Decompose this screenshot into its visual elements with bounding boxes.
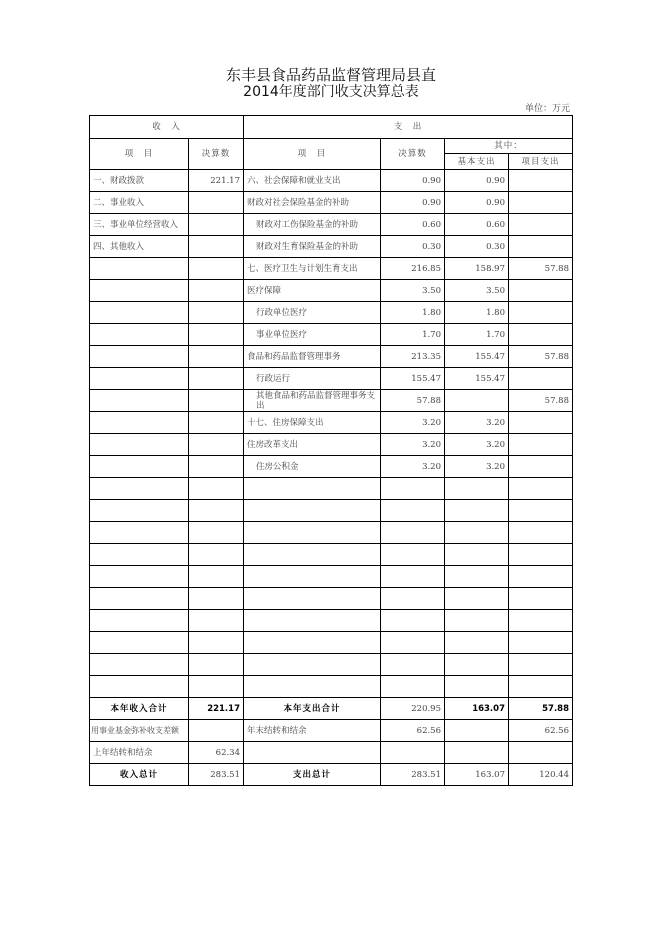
basic-expense-cell: 0.30: [445, 236, 509, 258]
basic-expense-cell: [445, 390, 509, 412]
expense-total-basic-value: 163.07: [445, 764, 509, 786]
income-header: 收 入: [90, 116, 244, 139]
table-row: [90, 390, 573, 412]
table-row: [90, 500, 573, 522]
expense-item-cell: [244, 588, 381, 610]
income-item-cell: [90, 302, 189, 324]
expense-total-label: 支出总计: [244, 764, 381, 786]
expense-header: 支 出: [244, 116, 573, 139]
expense-item-cell: 财政对生育保险基金的补助: [244, 236, 381, 258]
expense-total-project-value: 120.44: [509, 764, 573, 786]
expense-item-cell: 事业单位医疗: [244, 324, 381, 346]
income-item-cell: [90, 346, 189, 368]
income-amount-cell: [189, 214, 244, 236]
project-expense-cell: [509, 170, 573, 192]
year-expense-value: 220.95: [381, 698, 445, 720]
basic-expense-cell: [445, 588, 509, 610]
table-row: [90, 324, 573, 346]
table-row: [90, 566, 573, 588]
project-expense-cell: [509, 478, 573, 500]
income-amount-cell: [189, 676, 244, 698]
income-amount-cell: [189, 192, 244, 214]
table-row-year-total: [90, 698, 573, 720]
basic-expense-cell: 158.97: [445, 258, 509, 280]
expense-amount-cell: [381, 676, 445, 698]
income-item-cell: [90, 368, 189, 390]
expense-item-cell: [244, 522, 381, 544]
prev-carry-label: 上年结转和结余: [90, 742, 189, 764]
table-row: [90, 456, 573, 478]
expense-total-value: 283.51: [381, 764, 445, 786]
table-row: [90, 412, 573, 434]
income-amount-cell: 221.17: [189, 170, 244, 192]
prev-carry-value: 62.34: [189, 742, 244, 764]
expense-item-cell: 医疗保障: [244, 280, 381, 302]
project-expense-cell: [509, 368, 573, 390]
table-row: [90, 610, 573, 632]
basic-expense-cell: [445, 566, 509, 588]
income-item-cell: [90, 324, 189, 346]
expense-amount-cell: 213.35: [381, 346, 445, 368]
year-expense-label: 本年支出合计: [244, 698, 381, 720]
table-row-prev-carry: [90, 742, 573, 764]
expense-amount-cell: [381, 654, 445, 676]
expense-item-cell: 行政运行: [244, 368, 381, 390]
income-item-cell: [90, 544, 189, 566]
table-row-reserve: [90, 720, 573, 742]
income-amount-cell: [189, 544, 244, 566]
project-expense-cell: [509, 610, 573, 632]
income-item-cell: [90, 676, 189, 698]
expense-amount-cell: 0.30: [381, 236, 445, 258]
project-expense-cell: [509, 192, 573, 214]
expense-amount-cell: [381, 478, 445, 500]
expense-amount-cell: [381, 566, 445, 588]
table-row: [90, 236, 573, 258]
project-expense-cell: 57.88: [509, 346, 573, 368]
income-item-cell: [90, 500, 189, 522]
project-expense-cell: 57.88: [509, 390, 573, 412]
table-row: [90, 588, 573, 610]
table-row: [90, 544, 573, 566]
basic-expense-header: 基本支出: [445, 154, 509, 170]
project-expense-cell: [509, 566, 573, 588]
income-item-cell: [90, 478, 189, 500]
year-income-value: 221.17: [189, 698, 244, 720]
basic-expense-cell: 155.47: [445, 368, 509, 390]
income-amount-cell: [189, 434, 244, 456]
basic-expense-cell: [445, 500, 509, 522]
expense-amount-cell: 0.90: [381, 170, 445, 192]
expense-item-cell: [244, 632, 381, 654]
income-item-cell: 四、其他收入: [90, 236, 189, 258]
income-item-cell: [90, 610, 189, 632]
table-row: [90, 676, 573, 698]
income-amount-cell: [189, 478, 244, 500]
table-row: [90, 368, 573, 390]
income-amount-cell: [189, 280, 244, 302]
project-expense-cell: [509, 324, 573, 346]
expense-amount-cell: [381, 500, 445, 522]
income-item-cell: [90, 258, 189, 280]
basic-expense-cell: 0.90: [445, 192, 509, 214]
table-row: [90, 214, 573, 236]
income-amount-cell: [189, 368, 244, 390]
carry-end-label: 年末结转和结余: [244, 720, 381, 742]
basic-expense-cell: [445, 632, 509, 654]
expense-amount-cell: [381, 544, 445, 566]
expense-item-cell: 住房改革支出: [244, 434, 381, 456]
expense-item-cell: 行政单位医疗: [244, 302, 381, 324]
table-row: [90, 632, 573, 654]
income-amount-cell: [189, 610, 244, 632]
basic-expense-cell: 155.47: [445, 346, 509, 368]
project-expense-cell: [509, 522, 573, 544]
expense-item-cell: [244, 566, 381, 588]
income-item-cell: 二、事业收入: [90, 192, 189, 214]
income-item-cell: [90, 434, 189, 456]
project-expense-cell: [509, 280, 573, 302]
income-item-cell: 三、事业单位经营收入: [90, 214, 189, 236]
expense-amount-header: 决算数: [381, 139, 445, 170]
expense-amount-cell: 1.70: [381, 324, 445, 346]
income-amount-cell: [189, 236, 244, 258]
expense-item-cell: [244, 676, 381, 698]
project-expense-cell: [509, 544, 573, 566]
report-title: 东丰县食品药品监督管理局县直: [225, 66, 436, 84]
project-expense-cell: [509, 434, 573, 456]
income-item-cell: 一、财政拨款: [90, 170, 189, 192]
basic-expense-cell: 3.20: [445, 412, 509, 434]
carry-end-value: 62.56: [381, 720, 445, 742]
table-row: [90, 654, 573, 676]
income-total-value: 283.51: [189, 764, 244, 786]
income-item-cell: [90, 588, 189, 610]
expense-amount-cell: [381, 522, 445, 544]
basic-expense-cell: [445, 522, 509, 544]
table-row: [90, 434, 573, 456]
income-item-cell: [90, 654, 189, 676]
expense-amount-cell: 155.47: [381, 368, 445, 390]
basic-expense-cell: 0.60: [445, 214, 509, 236]
income-amount-header: 决算数: [189, 139, 244, 170]
basic-expense-cell: 3.20: [445, 434, 509, 456]
basic-expense-cell: [445, 654, 509, 676]
table-row: [90, 170, 573, 192]
expense-amount-cell: 3.20: [381, 456, 445, 478]
basic-expense-cell: 1.80: [445, 302, 509, 324]
basic-expense-cell: 3.50: [445, 280, 509, 302]
basic-expense-cell: [445, 676, 509, 698]
project-expense-cell: [509, 302, 573, 324]
income-item-cell: [90, 456, 189, 478]
income-total-label: 收入总计: [90, 764, 189, 786]
expense-item-cell: 财政对工伤保险基金的补助: [244, 214, 381, 236]
expense-item-cell: [244, 654, 381, 676]
project-expense-cell: [509, 500, 573, 522]
expense-amount-cell: [381, 588, 445, 610]
project-expense-header: 项目支出: [509, 154, 573, 170]
income-amount-cell: [189, 412, 244, 434]
year-project-value: 57.88: [509, 698, 573, 720]
project-expense-cell: [509, 654, 573, 676]
project-expense-cell: 57.88: [509, 258, 573, 280]
expense-item-cell: 六、社会保障和就业支出: [244, 170, 381, 192]
carry-end-project-value: 62.56: [509, 720, 573, 742]
project-expense-cell: [509, 456, 573, 478]
income-amount-cell: [189, 500, 244, 522]
project-expense-cell: [509, 588, 573, 610]
basic-expense-cell: 3.20: [445, 456, 509, 478]
expense-item-cell: 食品和药品监督管理事务: [244, 346, 381, 368]
table-row: [90, 280, 573, 302]
expense-amount-cell: 3.50: [381, 280, 445, 302]
income-item-cell: [90, 412, 189, 434]
income-amount-cell: [189, 302, 244, 324]
report-subtitle: 2014年度部门收支决算总表: [243, 84, 419, 100]
table-row: [90, 522, 573, 544]
expense-item-cell: 财政对社会保险基金的补助: [244, 192, 381, 214]
unit-label: 单位：万元: [524, 104, 570, 114]
expense-amount-cell: 3.20: [381, 434, 445, 456]
table-row: [90, 346, 573, 368]
expense-item-cell: [244, 610, 381, 632]
income-amount-cell: [189, 390, 244, 412]
expense-amount-cell: 1.80: [381, 302, 445, 324]
table-row: [90, 302, 573, 324]
expense-amount-cell: 216.85: [381, 258, 445, 280]
basic-expense-cell: 1.70: [445, 324, 509, 346]
project-expense-cell: [509, 676, 573, 698]
table-row-grand-total: [90, 764, 573, 786]
project-expense-cell: [509, 236, 573, 258]
income-item-cell: [90, 390, 189, 412]
expense-amount-cell: 57.88: [381, 390, 445, 412]
income-amount-cell: [189, 346, 244, 368]
income-amount-cell: [189, 654, 244, 676]
expense-amount-cell: [381, 610, 445, 632]
income-item-cell: [90, 566, 189, 588]
income-amount-cell: [189, 324, 244, 346]
project-expense-cell: [509, 412, 573, 434]
income-amount-cell: [189, 258, 244, 280]
expense-item-cell: [244, 500, 381, 522]
expense-amount-cell: 0.90: [381, 192, 445, 214]
income-amount-cell: [189, 566, 244, 588]
expense-item-cell: [244, 544, 381, 566]
income-amount-cell: [189, 522, 244, 544]
year-income-label: 本年收入合计: [90, 698, 189, 720]
expense-item-cell: 十七、住房保障支出: [244, 412, 381, 434]
income-item-header: 项 目: [90, 139, 189, 170]
expense-item-cell: 七、医疗卫生与计划生育支出: [244, 258, 381, 280]
income-amount-cell: [189, 588, 244, 610]
project-expense-cell: [509, 632, 573, 654]
basic-expense-cell: [445, 478, 509, 500]
expense-item-cell: 住房公积金: [244, 456, 381, 478]
basic-expense-cell: 0.90: [445, 170, 509, 192]
basic-expense-cell: [445, 544, 509, 566]
table-row: [90, 192, 573, 214]
expense-item-cell: 其他食品和药品监督管理事务支出: [244, 390, 381, 412]
expense-amount-cell: [381, 632, 445, 654]
expense-amount-cell: 0.60: [381, 214, 445, 236]
table-row: [90, 258, 573, 280]
income-amount-cell: [189, 456, 244, 478]
budget-table: [89, 115, 573, 786]
income-item-cell: [90, 632, 189, 654]
year-basic-value: 163.07: [445, 698, 509, 720]
income-item-cell: [90, 280, 189, 302]
income-amount-cell: [189, 632, 244, 654]
expense-amount-cell: 3.20: [381, 412, 445, 434]
expense-item-header: 项 目: [244, 139, 381, 170]
project-expense-cell: [509, 214, 573, 236]
table-row: [90, 478, 573, 500]
expense-item-cell: [244, 478, 381, 500]
of-which-header: 其中：: [445, 139, 573, 154]
income-item-cell: [90, 522, 189, 544]
reserve-label: 用事业基金弥补收支差额: [90, 720, 189, 742]
basic-expense-cell: [445, 610, 509, 632]
